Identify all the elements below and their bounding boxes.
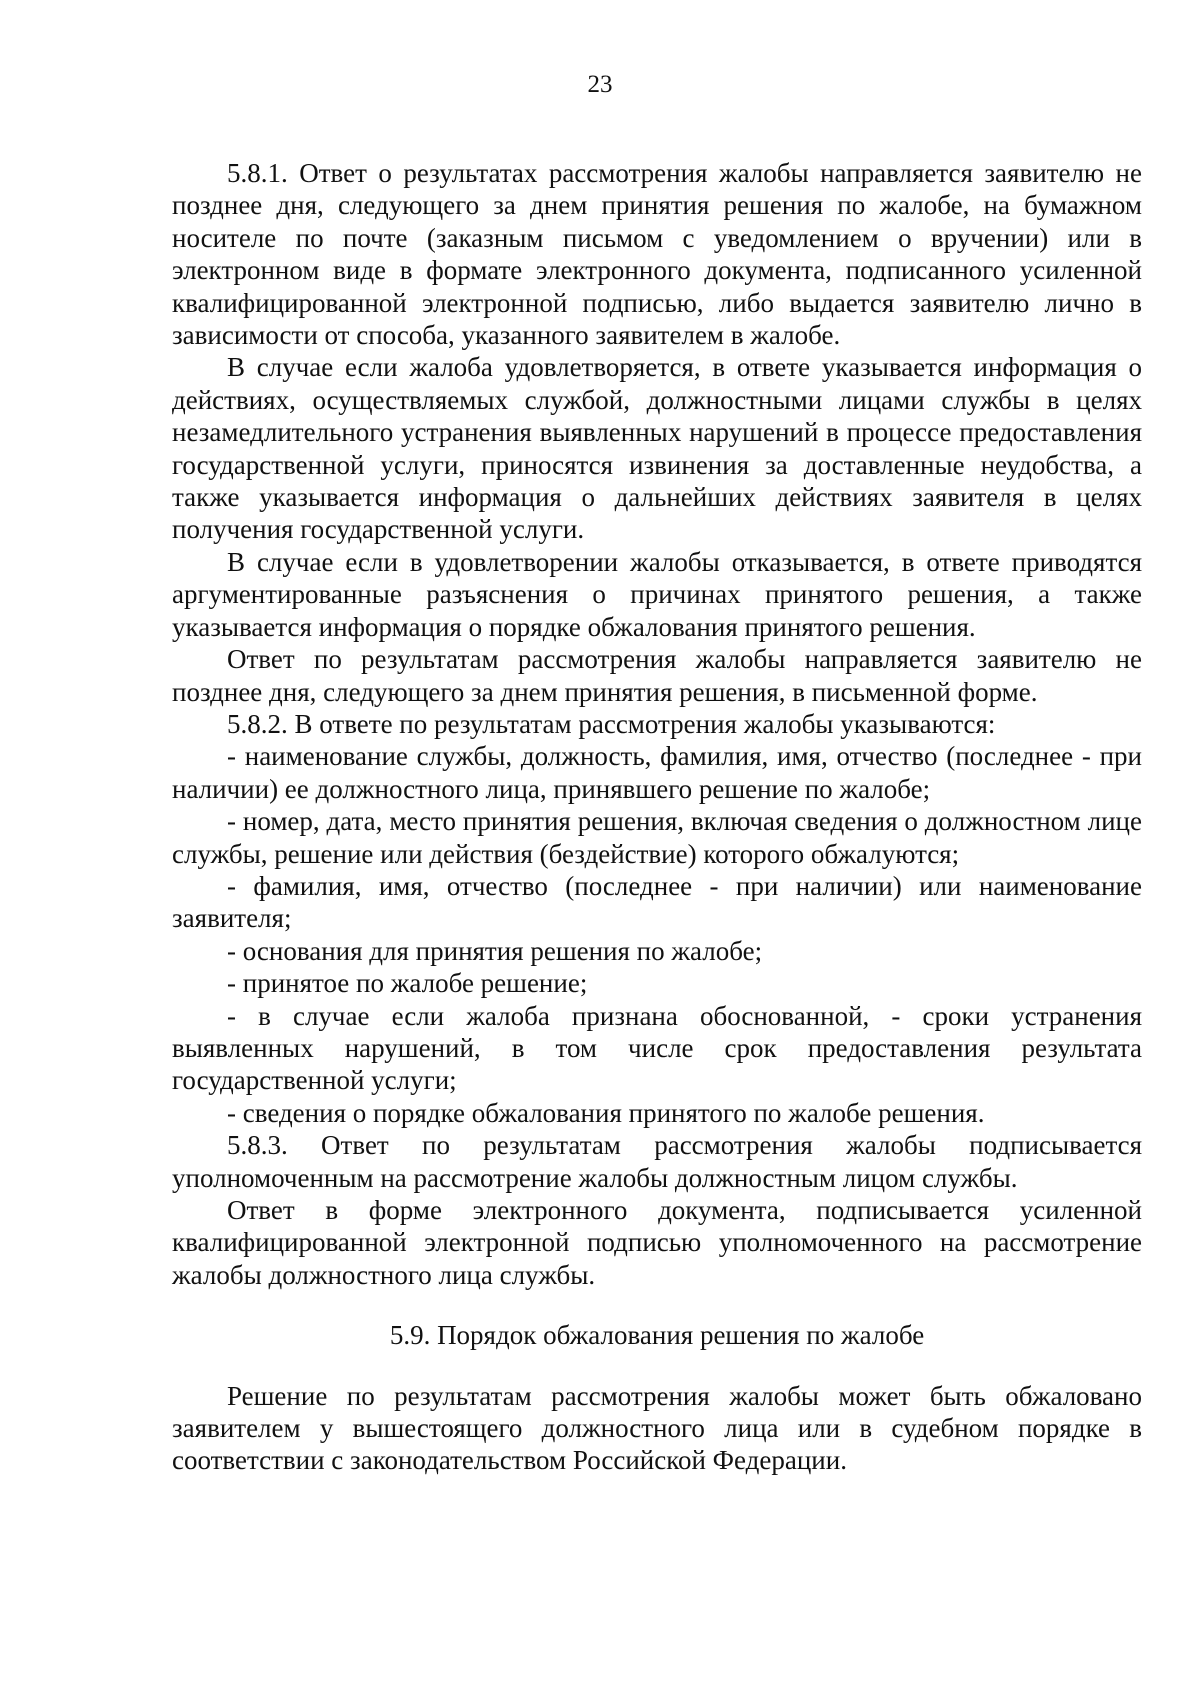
list-item-decision-number: - номер, дата, место принятия решения, включая сведения о должностном лице службы, решение или действия (бездействие) которого обжалуются;	[172, 806, 1142, 869]
section-heading-5-9: 5.9. Порядок обжалования решения по жалобе	[389, 1320, 925, 1351]
paragraph-5-8-3: 5.8.3. Ответ по результатам рассмотрения жалобы подписывается уполномоченным на рассмотрение жалобы должностным лицом службы.	[172, 1130, 1142, 1193]
paragraph-electronic-answer: Ответ в форме электронного документа, подписывается усиленной квалифицированной электронной подписью уполномоченного на рассмотрение жалобы должностного лица службы.	[172, 1195, 1142, 1290]
paragraph-written-answer: Ответ по результатам рассмотрения жалобы направляется заявителю не позднее дня, следующего за днем принятия решения, в письменной форме.	[172, 644, 1142, 707]
list-item-grounds: - основания для принятия решения по жалобе;	[227, 935, 763, 966]
paragraph-complaint-satisfied: В случае если жалоба удовлетворяется, в ответе указывается информация о действиях, осуществляемых службой, должностными лицами службы в целях незамедлительного устранения выявленных нарушений в процессе предоставления государственной услуги, приносятся извинения за доставленные неудобства, а также указывается информация о дальнейших действиях заявителя в целях получения государственной услуги.	[172, 352, 1142, 545]
document-body	[172, 157, 1142, 1477]
list-item-service-name: - наименование службы, должность, фамилия, имя, отчество (последнее - при наличии) ее должностного лица, принявшего решение по жалобе;	[172, 741, 1142, 804]
paragraph-5-8-1: 5.8.1. Ответ о результатах рассмотрения жалобы направляется заявителю не позднее дня, следующего за днем принятия решения по жалобе, на бумажном носителе по почте (заказным письмом с уведомлением о вручении) или в электронном виде в формате электронного документа, подписанного усиленной квалифицированной электронной подписью, либо выдается заявителю лично в зависимости от способа, указанного заявителем в жалобе.	[172, 158, 1142, 351]
paragraph-appeal-decision: Решение по результатам рассмотрения жалобы может быть обжаловано заявителем у вышестоящего должностного лица или в судебном порядке в соответствии с законодательством Российской Федерации.	[172, 1380, 1142, 1476]
list-item-decision: - принятое по жалобе решение;	[227, 968, 588, 999]
list-item-appeal-procedure: - сведения о порядке обжалования принятого по жалобе решения.	[227, 1097, 985, 1128]
list-item-applicant-name: - фамилия, имя, отчество (последнее - при наличии) или наименование заявителя;	[172, 870, 1142, 934]
page-number: 23	[587, 71, 613, 98]
paragraph-5-8-2: 5.8.2. В ответе по результатам рассмотрения жалобы указываются:	[227, 708, 996, 739]
paragraph-complaint-refused: В случае если в удовлетворении жалобы отказывается, в ответе приводятся аргументированные разъяснения о причинах принятого решения, а также указывается информация о порядке обжалования принятого решения.	[172, 546, 1142, 642]
list-item-deadlines: - в случае если жалоба признана обоснованной, - сроки устранения выявленных нарушений, в том числе срок предоставления результата государственной услуги;	[172, 1000, 1142, 1096]
